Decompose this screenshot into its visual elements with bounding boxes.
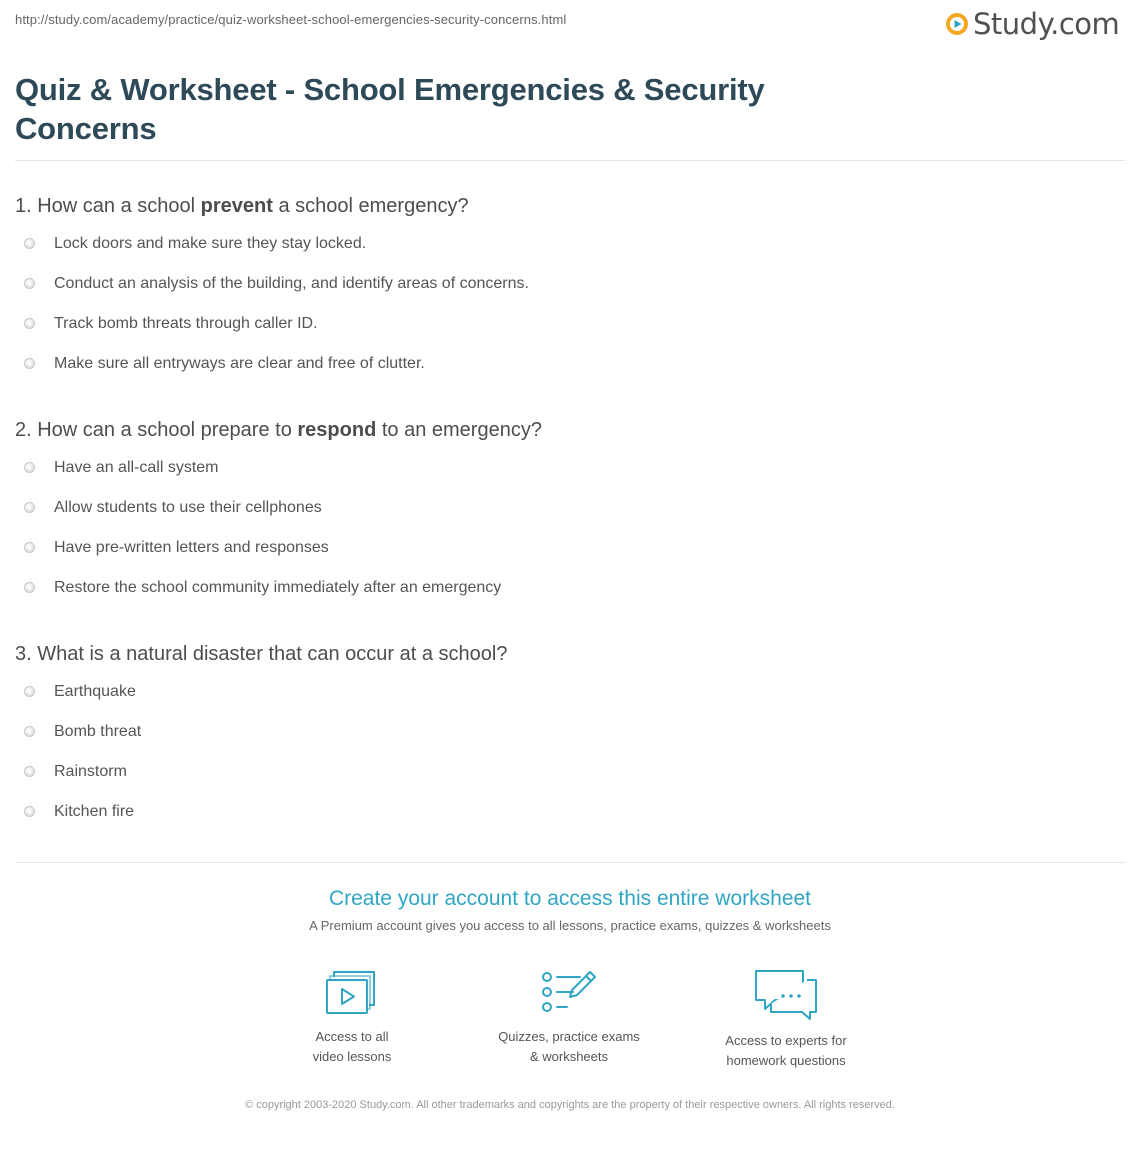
answer-label: Lock doors and make sure they stay locked. [54, 235, 367, 252]
radio-icon[interactable] [24, 462, 35, 473]
answer-label: Make sure all entryways are clear and free of clutter. [54, 355, 425, 372]
page-title: Quiz & Worksheet - School Emergencies & Security Concerns [15, 72, 765, 146]
radio-icon[interactable] [24, 278, 35, 289]
answer-list [15, 234, 529, 394]
video-lessons-icon [325, 968, 379, 1016]
radio-icon[interactable] [24, 766, 35, 777]
answer-option[interactable] [15, 458, 542, 498]
answer-option[interactable] [15, 762, 507, 802]
answer-option[interactable] [15, 578, 542, 618]
radio-icon[interactable] [24, 502, 35, 513]
answer-label: Conduct an analysis of the building, and identify areas of concerns. [54, 275, 529, 292]
answer-option[interactable] [15, 314, 529, 354]
answer-label: Restore the school community immediately after an emergency [54, 579, 502, 596]
question-1 [15, 193, 529, 394]
radio-icon[interactable] [24, 806, 35, 817]
page-url: http://study.com/academy/practice/quiz-worksheet-school-emergencies-security-concerns.html [15, 12, 567, 27]
feature-label: Quizzes, practice exams & worksheets [498, 1029, 640, 1064]
title-divider [15, 160, 1125, 161]
logo-text: Study.com [973, 7, 1120, 41]
answer-option[interactable] [15, 802, 507, 842]
question-text: 1. How can a school prevent a school emergency? [15, 195, 469, 217]
answer-label: Earthquake [54, 683, 136, 700]
feature-quizzes [479, 968, 659, 1067]
study-logo[interactable] [945, 6, 1119, 42]
answer-option[interactable] [15, 722, 507, 762]
answer-option[interactable] [15, 498, 542, 538]
play-logo-icon [945, 12, 969, 36]
cta-subtitle: A Premium account gives you access to all lessons, practice exams, quizzes & worksheets [309, 918, 831, 933]
signup-cta [0, 885, 1140, 934]
answer-label: Have an all-call system [54, 459, 219, 476]
answer-option[interactable] [15, 354, 529, 394]
answer-option[interactable] [15, 538, 542, 578]
answer-label: Rainstorm [54, 763, 127, 780]
content-divider [15, 862, 1125, 863]
radio-icon[interactable] [24, 238, 35, 249]
copyright-notice: © copyright 2003-2020 Study.com. All other trademarks and copyrights are the property of their respective owners. All rights reserved. [245, 1099, 895, 1111]
answer-option[interactable] [15, 234, 529, 274]
answer-label: Have pre-written letters and responses [54, 539, 329, 556]
radio-icon[interactable] [24, 582, 35, 593]
question-3 [15, 641, 507, 842]
chat-bubbles-icon [753, 968, 819, 1020]
cta-title[interactable]: Create your account to access this entire worksheet [328, 887, 812, 910]
answer-label: Track bomb threats through caller ID. [54, 315, 318, 332]
answer-list [15, 458, 542, 618]
feature-label: Access to experts for homework questions [725, 1033, 847, 1068]
answer-option[interactable] [15, 682, 507, 722]
answer-label: Bomb threat [54, 723, 142, 740]
radio-icon[interactable] [24, 542, 35, 553]
feature-label: Access to all video lessons [312, 1029, 392, 1064]
answer-label: Allow students to use their cellphones [54, 499, 322, 516]
radio-icon[interactable] [24, 726, 35, 737]
radio-icon[interactable] [24, 358, 35, 369]
answer-list [15, 682, 507, 842]
question-2 [15, 417, 542, 618]
feature-experts [696, 968, 876, 1071]
answer-option[interactable] [15, 274, 529, 314]
feature-video-lessons [262, 968, 442, 1067]
radio-icon[interactable] [24, 318, 35, 329]
question-text: 3. What is a natural disaster that can occur at a school? [15, 643, 508, 665]
question-text: 2. How can a school prepare to respond to an emergency? [15, 419, 542, 441]
quiz-checklist-icon [540, 968, 598, 1016]
radio-icon[interactable] [24, 686, 35, 697]
answer-label: Kitchen fire [54, 803, 135, 820]
